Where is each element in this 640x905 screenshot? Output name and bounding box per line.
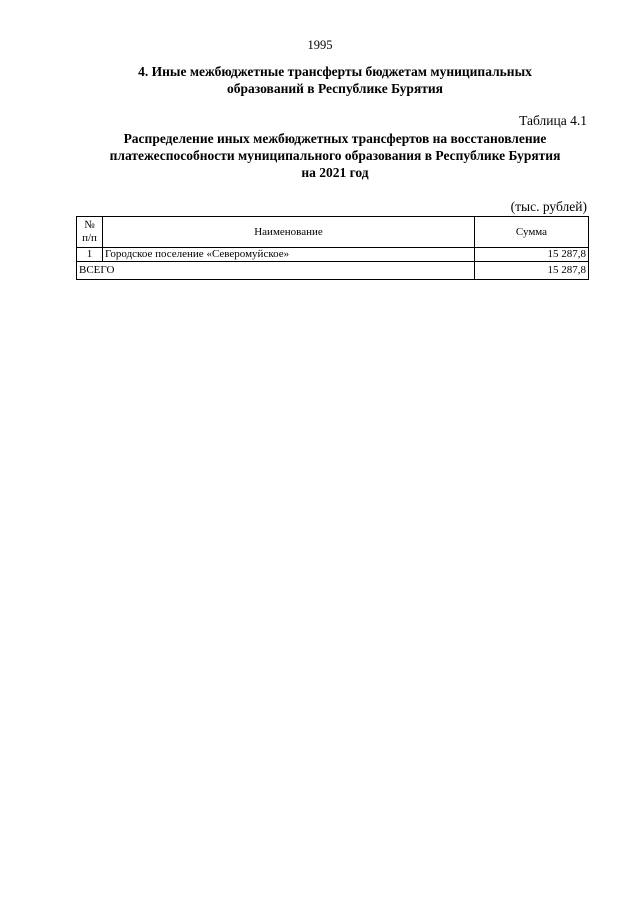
section-title bbox=[80, 63, 590, 97]
table-header-row bbox=[77, 217, 589, 248]
header-sum: Сумма bbox=[475, 217, 589, 248]
table-total-row bbox=[77, 262, 589, 280]
row-name: Городское поселение «Северомуйское» bbox=[103, 248, 475, 262]
units-label: (тыс. рублей) bbox=[510, 199, 587, 214]
table-caption-line-2: платежеспособности муниципального образования в Республике Бурятия bbox=[109, 148, 561, 163]
table-caption-line-1: Распределение иных межбюджетных трансфертов на восстановление bbox=[123, 131, 547, 146]
table-caption-line-3: на 2021 год bbox=[301, 165, 369, 180]
table-number: Таблица 4.1 bbox=[519, 113, 587, 128]
header-number-line-1: № bbox=[84, 219, 95, 231]
total-sum: 15 287,8 bbox=[475, 262, 589, 280]
section-title-line-1: 4. Иные межбюджетные трансферты бюджетам муниципальных bbox=[138, 64, 532, 79]
table-caption bbox=[60, 130, 610, 181]
total-label: ВСЕГО bbox=[77, 262, 475, 280]
page-number: 1995 bbox=[307, 38, 333, 52]
row-number: 1 bbox=[77, 248, 103, 262]
section-title-line-2: образований в Республике Бурятия bbox=[227, 81, 443, 96]
header-name: Наименование bbox=[103, 217, 475, 248]
table-row bbox=[77, 248, 589, 262]
header-number-line-2: п/п bbox=[82, 232, 97, 244]
row-sum: 15 287,8 bbox=[475, 248, 589, 262]
header-number bbox=[77, 217, 103, 248]
transfers-table bbox=[76, 216, 589, 280]
